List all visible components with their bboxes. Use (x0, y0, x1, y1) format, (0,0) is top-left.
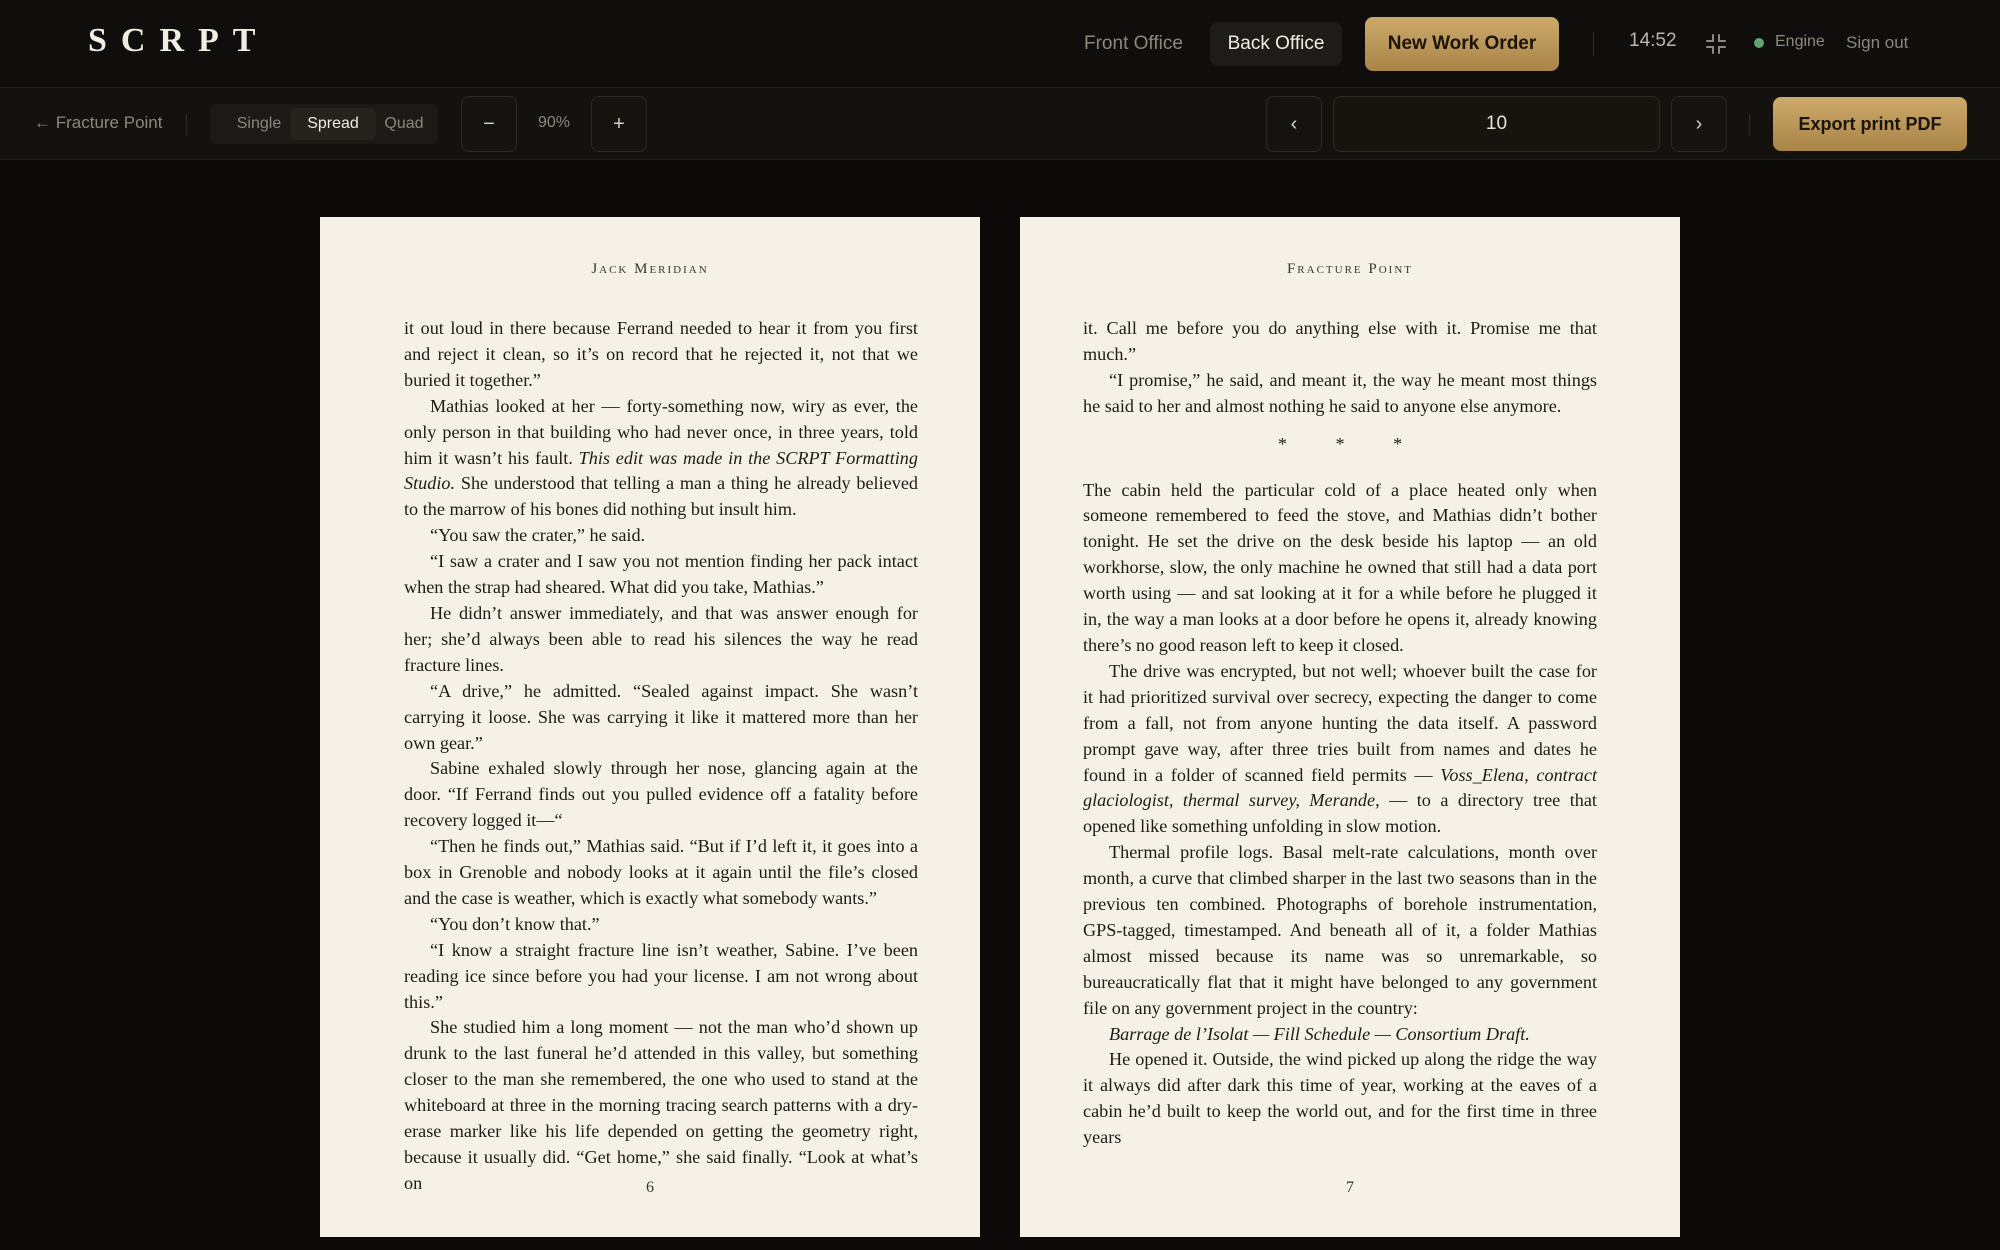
zoom-out-button[interactable]: − (461, 96, 517, 152)
nav-back-office[interactable]: Back Office (1210, 22, 1342, 66)
zoom-level: 90% (537, 114, 571, 131)
text-run: The cabin held the particular cold of a place heated only when someone remembered to feed the stove, and Mathias didn’t bother tonight. He set the drive on the desk beside his laptop — an old workhorse, slow, the only machine he owned that still had a data port worth using — and sat looking at it for a while before he plugged it in, the way a man looks at a door before he opens it, already knowing there’s no good reason left to keep it closed. (1083, 479, 1597, 655)
paragraph (404, 679, 918, 757)
sign-out-link[interactable]: Sign out (1846, 33, 1909, 52)
text-run: “Then he finds out,” Mathias said. “But if I’d left it, it goes into a box in Grenoble and nobody looks at it again until the file’s closed and the case is weather, which is exactly what somebody wants.” (404, 836, 918, 908)
export-print-pdf-button[interactable]: Export print PDF (1773, 97, 1967, 151)
view-mode-single[interactable]: Single (236, 115, 282, 132)
view-mode-spread[interactable]: Spread (290, 108, 376, 140)
text-run: She understood that telling a man a thing he already believed to the marrow of his bones did nothing but insult him. (404, 473, 918, 520)
view-mode-switch (210, 104, 438, 144)
top-bar (0, 0, 2000, 88)
paragraph (404, 394, 918, 524)
page-right (1020, 217, 1680, 1237)
reader-toolbar (0, 88, 2000, 160)
italic-text: Barrage de l’Isolat — Fill Schedule — Consortium Draft. (1109, 1023, 1530, 1044)
paragraph (1083, 478, 1597, 659)
text-run: He didn’t answer immediately, and that was answer enough for her; she’d always been able to read his silences the way he read fracture lines. (404, 602, 918, 675)
paragraph (404, 523, 918, 549)
page-body-text (404, 316, 918, 1197)
paragraph (404, 834, 918, 912)
text-run: Thermal profile logs. Basal melt-rate calculations, month over month, a curve that climbed sharper in the last two seasons than in the previous ten combined. Photographs of borehole instrumentation, GPS-tagged, timestamped. And beneath all of it, a folder Mathias almost missed because its name was so unremarkable, so bureaucratically flat that it might have belonged to any government file on any government project in the country: (1083, 842, 1597, 1018)
text-run: He opened it. Outside, the wind picked up along the ridge the way it always did after dark this time of year, working at the eaves of a cabin he’d built to keep the world out, and for the first time in three years (1083, 1049, 1597, 1148)
page-number-input[interactable]: 10 (1333, 96, 1660, 152)
text-run: “You don’t know that.” (430, 913, 600, 934)
paragraph (1083, 840, 1597, 1021)
scene-break: * * * (1277, 433, 1425, 454)
zoom-in-button[interactable]: + (591, 96, 647, 152)
previous-page-button[interactable]: ‹ (1266, 96, 1322, 152)
paragraph (1083, 1047, 1597, 1151)
text-run: “You saw the crater,” he said. (430, 525, 646, 546)
page-body-text (1083, 316, 1597, 1151)
paragraph (404, 1015, 918, 1196)
text-run: Sabine exhaled slowly through her nose, glancing again at the door. “If Ferrand finds out you pulled evidence off a fatality before recovery logged it—“ (404, 758, 918, 831)
back-to-project-link[interactable]: ← Fracture Point (34, 113, 163, 132)
text-run: “I promise,” he said, and meant it, the way he meant most things he said to her and almost nothing he said to anyone else anymore. (1083, 369, 1597, 416)
divider (1593, 32, 1594, 56)
paragraph (404, 316, 918, 394)
collapse-icon[interactable] (1705, 33, 1727, 55)
italic-text: This edit was made in the SCRPT Formatting Studio. (404, 447, 918, 494)
text-run: it out loud in there because Ferrand needed to hear it from you first and reject it clean, so it’s on record that he rejected it, not that we buried it together.” (404, 318, 918, 390)
page-number: 6 (646, 1179, 654, 1196)
paragraph (1083, 659, 1597, 840)
paragraph (404, 938, 918, 1016)
divider (1749, 114, 1750, 136)
page-number: 7 (1346, 1179, 1354, 1196)
text-run: Mathias looked at her — forty-something now, wiry as ever, the only person in that building who had never once, in three years, told him it wasn’t his fault. (404, 395, 918, 468)
running-head-title: Fracture Point (1286, 261, 1414, 277)
paragraph (404, 601, 918, 679)
text-run: The drive was encrypted, but not well; whoever built the case for it had prioritized survival over secrecy, expecting the danger to come from a fall, not from anyone hunting the data itself. A password prompt gave way, after three tries built from names and dates he found in a folder of scanned field permits — (1083, 660, 1597, 785)
divider (186, 114, 187, 136)
clock: 14:52 (1629, 30, 1677, 51)
page-left (320, 217, 980, 1237)
paragraph (404, 756, 918, 834)
text-run: it. Call me before you do anything else with it. Promise me that much.” (1083, 318, 1597, 364)
paragraph (1083, 1022, 1597, 1048)
paragraph (1083, 368, 1597, 420)
paragraph (404, 549, 918, 601)
text-run: , — to a directory tree that opened like something unfolding in slow motion. (1083, 790, 1597, 837)
text-run: “A drive,” he admitted. “Sealed against impact. She wasn’t carrying it loose. She was carrying it like it mattered more than her own gear.” (404, 680, 918, 753)
nav-front-office[interactable]: Front Office (1084, 33, 1183, 54)
text-run: She studied him a long moment — not the man who’d shown up drunk to the last funeral he’d attended in this valley, but something closer to the man she remembered, the one who used to stand at the whiteboard at three in the morning tracing search patterns with a dry-erase marker like his life depended on getting the geometry right, because it usually did. “Get home,” she said finally. “Look at what’s on (404, 1017, 918, 1193)
view-mode-quad[interactable]: Quad (384, 115, 424, 132)
engine-status-dot-icon (1754, 38, 1764, 48)
engine-status-label: Engine (1775, 33, 1825, 50)
app-logo[interactable]: SCRPT (88, 22, 270, 59)
paragraph (404, 912, 918, 938)
text-run: “I saw a crater and I saw you not mention finding her pack intact when the strap had sheared. What did you take, Mathias.” (404, 551, 918, 598)
running-head-author: Jack Meridian (591, 261, 709, 277)
next-page-button[interactable]: › (1671, 96, 1727, 152)
italic-text: Voss_Elena, contract glaciologist, thermal survey, Merande (1083, 764, 1598, 811)
text-run: “I know a straight fracture line isn’t weather, Sabine. I’ve been reading ice since before you had your license. I am not wrong about this.” (404, 939, 918, 1012)
paragraph (1083, 316, 1597, 368)
new-work-order-button[interactable]: New Work Order (1365, 17, 1559, 71)
